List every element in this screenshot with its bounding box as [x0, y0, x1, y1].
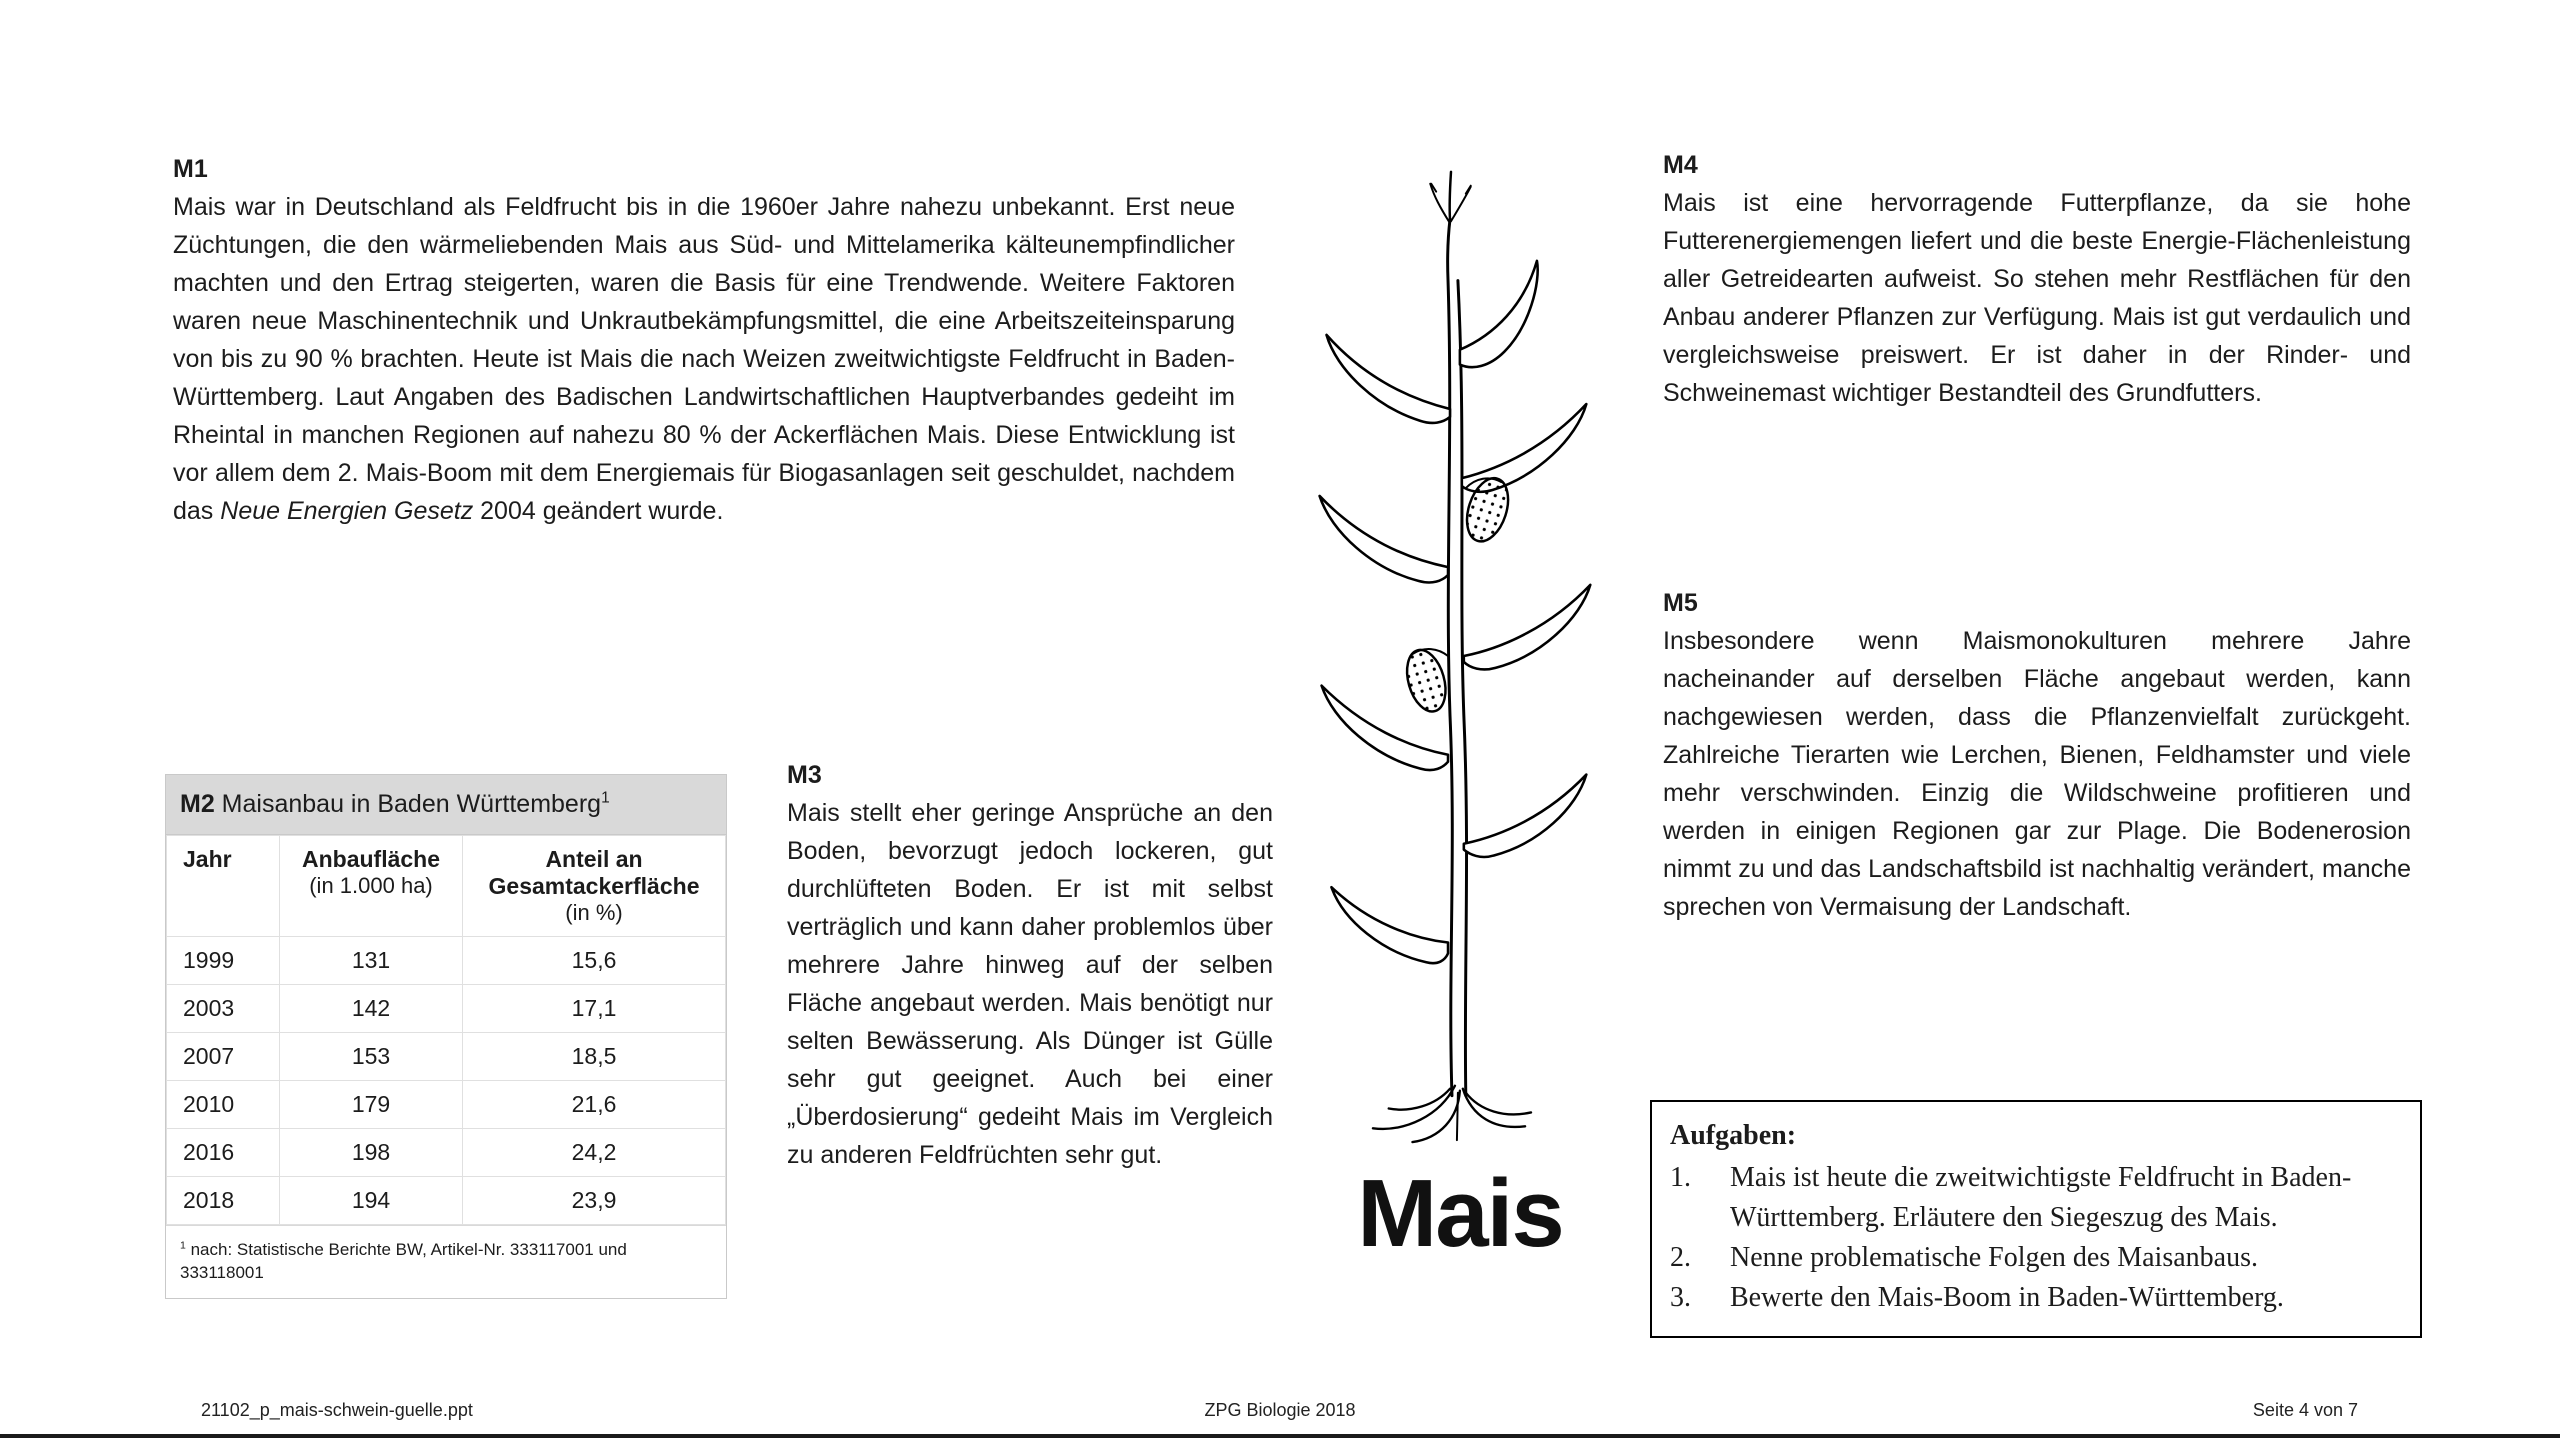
task-text: Nenne problematische Folgen des Maisanbaus.	[1730, 1242, 2258, 1273]
column-header-anbauflaeche: Anbaufläche (in 1.000 ha)	[280, 836, 463, 937]
task-item	[1670, 1278, 2398, 1318]
section-m3	[787, 756, 1273, 1174]
table-m2-title	[166, 775, 726, 835]
table-cell: 15,6	[463, 937, 726, 985]
m2-data-table	[166, 835, 726, 1225]
table-cell: 2010	[167, 1081, 280, 1129]
section-m5	[1663, 584, 2411, 926]
table-cell: 179	[280, 1081, 463, 1129]
table-m2	[165, 774, 727, 1299]
tasks-heading: Aufgaben:	[1670, 1120, 1797, 1151]
table-m2-title-label: M2	[180, 790, 215, 818]
section-m4-text: Mais ist eine hervorragende Futterpflanze, da sie hohe Futterenergiemengen liefert und die beste Energie-Flächenleistung aller Getreidearten aufweist. So stehen mehr Restflächen für den Anbau anderer Pflanzen zur Verfügung. Mais ist gut verdaulich und vergleichsweise preiswert. Er ist daher in der Rinder- und Schweinemast wichtiger Bestandteil des Grundfutters.	[1663, 189, 2411, 407]
table-cell: 17,1	[463, 985, 726, 1033]
corn-plant-illustration	[1285, 162, 1615, 1150]
footer-filename: 21102_p_mais-schwein-guelle.ppt	[201, 1400, 473, 1420]
table-header-row	[167, 836, 726, 937]
table-cell: 18,5	[463, 1033, 726, 1081]
section-m3-heading: M3	[787, 761, 822, 789]
section-m5-heading: M5	[1663, 589, 1698, 617]
table-cell: 153	[280, 1033, 463, 1081]
m1-text-italic: Neue Energien Gesetz	[220, 497, 474, 525]
table-cell: 23,9	[463, 1177, 726, 1225]
task-text: Bewerte den Mais-Boom in Baden-Württemberg.	[1730, 1282, 2284, 1313]
task-number: 1.	[1670, 1162, 1691, 1193]
bottom-edge-rule	[0, 1434, 2560, 1438]
section-m5-text: Insbesondere wenn Maismonokulturen mehrere Jahre nacheinander auf derselben Fläche angebaut werden, kann nachgewiesen werden, dass die Pflanzenvielfalt zurückgeht. Zahlreiche Tierarten wie Lerchen, Bienen, Feldhamster und viele mehr verschwinden. Einzig die Wildschweine profitieren und werden in einigen Regionen gar zur Plage. Die Bodenerosion nimmt zu und das Landschaftsbild ist nachhaltig verändert, manche sprechen von Vermaisung der Landschaft.	[1663, 627, 2411, 921]
section-m4	[1663, 146, 2411, 412]
illustration-caption: Mais	[1357, 1160, 1563, 1267]
table-m2-title-text: Maisanbau in Baden Württemberg	[214, 790, 602, 818]
table-row	[167, 937, 726, 985]
table-row	[167, 1033, 726, 1081]
section-m3-text: Mais stellt eher geringe Ansprüche an den Boden, bevorzugt jedoch lockeren, gut durchlüfteten Boden. Er ist mit selbst verträglich und kann daher problemlos über mehrere Jahre hinweg auf der selben Fläche angebaut werden. Mais benötigt nur selten Bewässerung. Als Dünger ist Gülle sehr gut geeignet. Auch bei einer „Überdosierung“ gedeiht Mais im Vergleich zu anderen Feldfrüchten sehr gut.	[787, 799, 1273, 1169]
table-cell: 21,6	[463, 1081, 726, 1129]
section-m4-heading: M4	[1663, 151, 1698, 179]
table-m2-title-sup: 1	[601, 789, 610, 807]
table-cell: 1999	[167, 937, 280, 985]
task-number: 2.	[1670, 1242, 1691, 1273]
table-cell: 2007	[167, 1033, 280, 1081]
table-row	[167, 1177, 726, 1225]
table-row	[167, 1081, 726, 1129]
table-cell: 142	[280, 985, 463, 1033]
footer-document-title: ZPG Biologie 2018	[1204, 1400, 1356, 1420]
m1-text-after: 2004 geändert wurde.	[473, 497, 724, 525]
corn-plant-svg	[1285, 162, 1615, 1150]
task-item	[1670, 1238, 2398, 1278]
table-cell: 131	[280, 937, 463, 985]
column-header-anteil: Anteil an Gesamtackerfläche (in %)	[463, 836, 726, 937]
footer	[0, 1400, 2560, 1430]
table-cell: 2003	[167, 985, 280, 1033]
table-cell: 2016	[167, 1129, 280, 1177]
table-footnote: $^1$ nach: Statistische Berichte BW, Artikel-Nr. 333117001 und 333118001	[166, 1225, 726, 1298]
section-m1	[173, 150, 1235, 530]
table-row	[167, 985, 726, 1033]
section-m1-text	[173, 188, 1235, 530]
table-cell: 2018	[167, 1177, 280, 1225]
table-cell: 194	[280, 1177, 463, 1225]
task-number: 3.	[1670, 1282, 1691, 1313]
table-cell: 24,2	[463, 1129, 726, 1177]
column-header-jahr: Jahr	[167, 836, 280, 937]
table-cell: 198	[280, 1129, 463, 1177]
task-text: Mais ist heute die zweitwichtigste Feldfrucht in Baden-Württemberg. Erläutere den Siegeszug des Mais.	[1730, 1162, 2352, 1233]
table-row	[167, 1129, 726, 1177]
footer-page-number: Seite 4 von 7	[2252, 1400, 2358, 1420]
m1-text-before: Mais war in Deutschland als Feldfrucht bis in die 1960er Jahre nahezu unbekannt. Erst neue Züchtungen, die den wärmeliebenden Mais aus Süd- und Mittelamerika kälteunempfindlicher machten und den Ertrag steigerten, waren die Basis für eine Trendwende. Weitere Faktoren waren neue Maschinentechnik und Unkrautbekämpfungsmittel, die eine Arbeitszeiteinsparung von bis zu 90 % brachten. Heute ist Mais die nach Weizen zweitwichtigste Feldfrucht in Baden-Württemberg. Laut Angaben des Badischen Landwirtschaftlichen Hauptverbandes gedeiht im Rheintal in manchen Regionen auf nahezu 80 % der Ackerflächen Mais. Diese Entwicklung ist vor allem dem 2. Mais-Boom mit dem Energiemais für Biogasanlagen seit geschuldet, nachdem das	[173, 193, 1235, 525]
task-item	[1670, 1158, 2398, 1238]
section-m1-heading: M1	[173, 155, 208, 183]
tasks-box	[1650, 1100, 2422, 1338]
